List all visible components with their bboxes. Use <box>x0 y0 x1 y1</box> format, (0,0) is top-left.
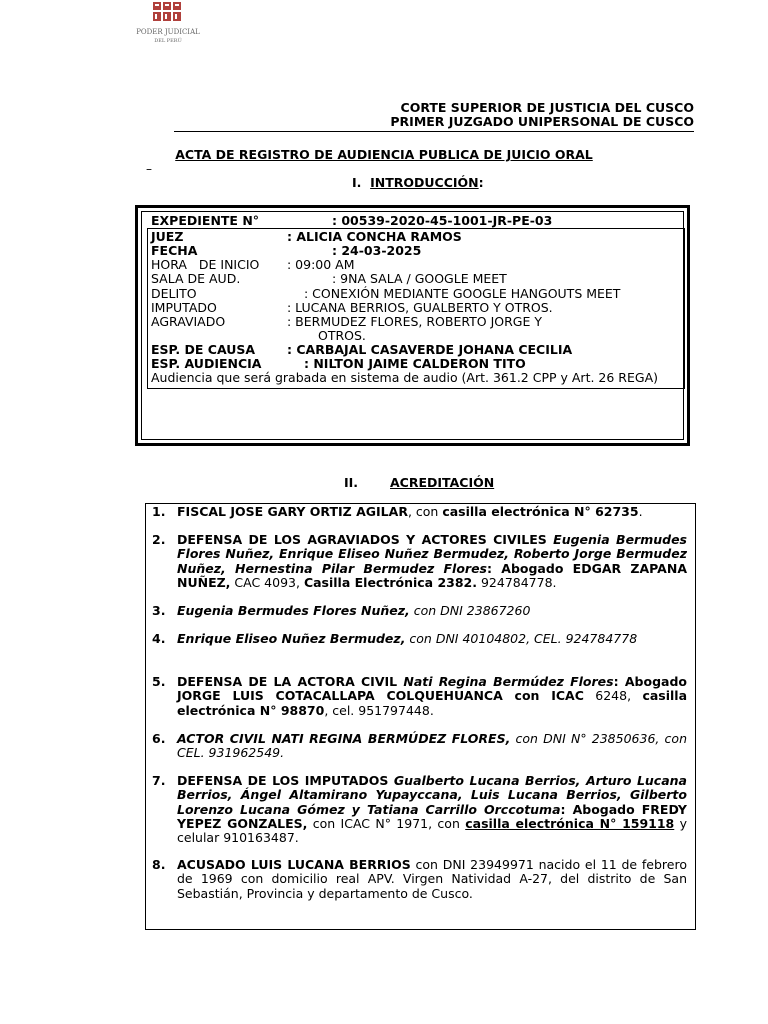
juez-value: : ALICIA CONCHA RAMOS <box>287 229 462 244</box>
list-item-7 <box>152 774 687 845</box>
item-1-text: , con <box>407 504 443 519</box>
stray-dash: – <box>146 162 152 176</box>
document-title: ACTA DE REGISTRO DE AUDIENCIA PUBLICA DE JUICIO ORAL <box>175 147 593 162</box>
expediente-label: EXPEDIENTE N° <box>151 213 260 228</box>
list-item-5 <box>152 675 687 718</box>
item-2-phone: 924784778. <box>476 574 557 590</box>
imputado-label: IMPUTADO <box>151 300 217 315</box>
item-number: 2. <box>152 532 166 547</box>
item-2-parties: Eugenia Bermudes Flores Nuñez, Enrique Eliseo Nuñez Bermudez, Roberto Jorge Bermudez Nuñez, Hernestina Pilar Bermudez Flores <box>177 532 688 576</box>
list-item-6 <box>152 732 687 761</box>
chamber-name: PRIMER JUZGADO UNIPERSONAL DE CUSCO <box>390 114 694 129</box>
item-8-name: ACUSADO LUIS LUCANA BERRIOS <box>177 857 411 872</box>
item-5-phone: , cel. 951797448. <box>324 702 434 718</box>
item-3-dni: con DNI 23867260 <box>409 603 531 618</box>
item-7-icac: con ICAC N° 1971, con <box>307 815 466 831</box>
imputado-value: : LUCANA BERRIOS, GUALBERTO Y OTROS. <box>287 300 553 315</box>
item-5-casilla: casilla electrónica N° 98870 <box>177 688 688 718</box>
header-divider <box>174 131 694 132</box>
section-2-label: ACREDITACIÓN <box>390 475 495 490</box>
item-5-lawyer: : Abogado JORGE LUIS COTACALLAPA COLQUEHUANCA con ICAC <box>177 674 687 704</box>
list-item-1 <box>152 505 687 519</box>
item-8-details: con DNI 23949971 nacido el 11 de febrero de 1969 con domicilio real APV. Virgen Natividad A-27, del distrito de San Sebastián, Provincia y departamento de Cusco. <box>177 857 688 901</box>
logo-caption: PODER JUDICIAL <box>136 28 200 36</box>
audiencia-value: : NILTON JAIME CALDERON TITO <box>304 356 526 371</box>
item-number: 8. <box>152 857 166 872</box>
causa-value: : CARBAJAL CASAVERDE JOHANA CECILIA <box>287 342 573 357</box>
item-2-cac: CAC 4093, <box>230 574 304 590</box>
item-3-name: Eugenia Bermudes Flores Nuñez, <box>177 603 410 618</box>
expediente-value: : 00539-2020-45-1001-JR-PE-03 <box>332 213 553 228</box>
item-2-lawyer: : Abogado EDGAR ZAPANA NUÑEZ, <box>177 560 687 590</box>
item-2-role: DEFENSA DE LOS AGRAVIADOS Y ACTORES CIVILES <box>177 532 554 547</box>
agraviado-value-continued: OTROS. <box>318 328 366 343</box>
list-item-4 <box>152 632 687 646</box>
item-1-casilla: casilla electrónica N° 62735 <box>442 504 639 519</box>
section-1-heading <box>352 175 484 190</box>
item-number: 3. <box>152 603 166 618</box>
hora-label: HORA DE INICIO <box>151 257 260 272</box>
recording-note: Audiencia que será grabada en sistema de audio (Art. 361.2 CPP y Art. 26 REGA) <box>151 370 658 385</box>
list-item-2 <box>152 533 687 590</box>
item-5-party: Nati Regina Bermúdez Flores <box>403 674 614 689</box>
section-2-heading <box>344 475 495 490</box>
delito-value: : CONEXIÓN MEDIANTE GOOGLE HANGOUTS MEET <box>304 286 621 301</box>
item-number: 7. <box>152 773 166 788</box>
list-item-3 <box>152 604 687 618</box>
agraviado-value: : BERMUDEZ FLORES, ROBERTO JORGE Y <box>287 314 542 329</box>
juez-label: JUEZ <box>151 229 184 244</box>
hora-value: : 09:00 AM <box>287 257 355 272</box>
audiencia-label: ESP. AUDIENCIA <box>151 356 262 371</box>
item-5-icac: 6248, <box>583 688 643 704</box>
item-number: 4. <box>152 631 166 646</box>
sala-label: SALA DE AUD. <box>151 271 241 286</box>
section-1-colon: : <box>478 175 484 190</box>
causa-label: ESP. DE CAUSA <box>151 342 256 357</box>
item-7-parties: Gualberto Lucana Berrios, Arturo Lucana Berrios, Ángel Altamirano Yupayccana, Luis Lucana Berrios, Gilberto Lorenzo Lucana Gómez y Tatiana Carrillo Orccotuma <box>177 773 687 817</box>
item-number: 6. <box>152 731 166 746</box>
item-4-name: Enrique Eliseo Nuñez Bermudez, <box>177 631 406 646</box>
item-6-dni: con DNI N° 23850636, con CEL. 931962549. <box>177 731 687 761</box>
item-1-name: FISCAL JOSE GARY ORTIZ AGILAR <box>177 504 408 519</box>
fecha-value: : 24-03-2025 <box>332 243 422 258</box>
court-name: CORTE SUPERIOR DE JUSTICIA DEL CUSCO <box>400 100 694 115</box>
section-2-number: II. <box>344 475 359 490</box>
item-number: 5. <box>152 674 166 689</box>
item-7-lawyer: : Abogado FREDY YEPEZ GONZALES, <box>177 801 687 831</box>
poder-judicial-logo <box>136 0 200 50</box>
section-1-label: INTRODUCCIÓN <box>370 175 479 190</box>
item-4-dni: con DNI 40104802, CEL. 924784778 <box>405 631 638 646</box>
section-1-number: I. <box>352 175 362 190</box>
agraviado-label: AGRAVIADO <box>151 314 226 329</box>
item-7-phone: y celular 910163487. <box>177 815 688 846</box>
court-header <box>390 101 694 129</box>
fecha-label: FECHA <box>151 243 198 258</box>
sala-value: : 9NA SALA / GOOGLE MEET <box>332 271 507 286</box>
item-7-role: DEFENSA DE LOS IMPUTADOS <box>177 773 394 788</box>
item-2-casilla: Casilla Electrónica 2382. <box>303 574 477 590</box>
item-7-casilla: casilla electrónica N° 159118 <box>465 815 675 831</box>
logo-subcaption: DEL PERÚ <box>154 38 182 44</box>
item-6-name: ACTOR CIVIL NATI REGINA BERMÚDEZ FLORES, <box>177 731 511 746</box>
item-number: 1. <box>152 504 166 519</box>
item-5-role: DEFENSA DE LA ACTORA CIVIL <box>177 674 404 689</box>
delito-label: DELITO <box>151 286 197 301</box>
list-item-8 <box>152 858 687 901</box>
item-1-end: . <box>638 504 643 519</box>
poder-judicial-emblem-icon <box>136 0 200 28</box>
